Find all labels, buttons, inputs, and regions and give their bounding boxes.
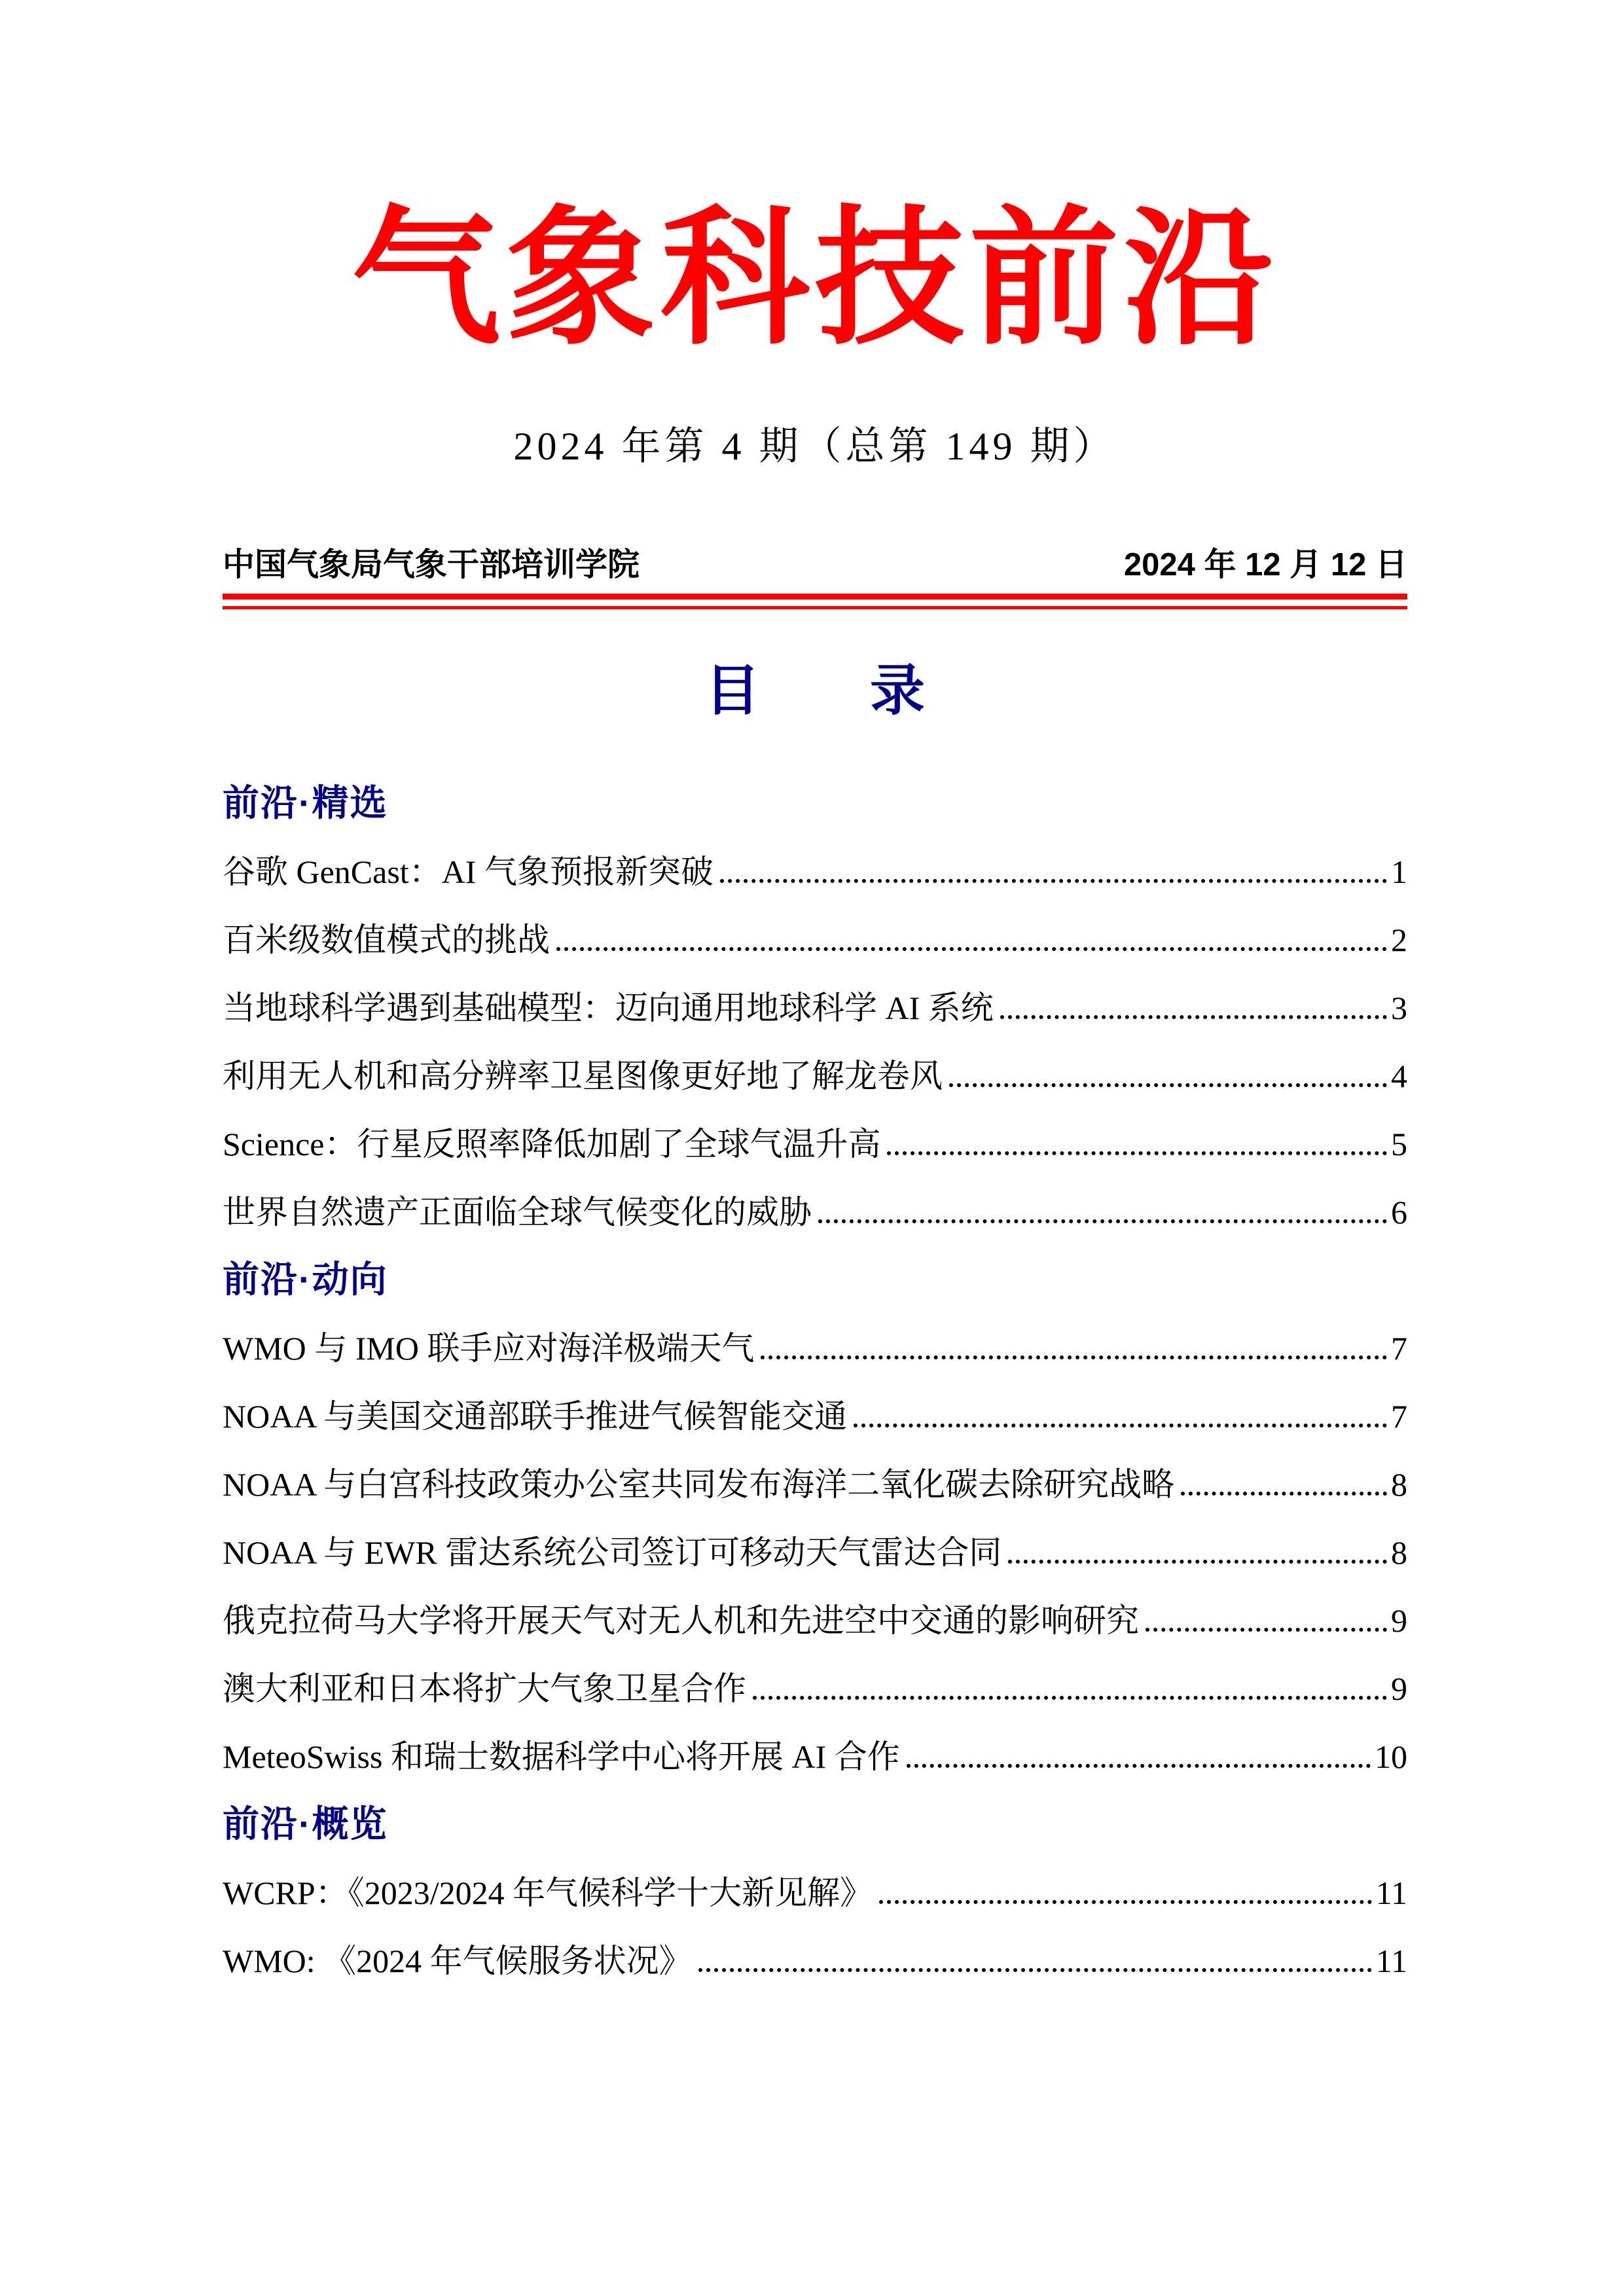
dot-leader: [1000, 1015, 1387, 1019]
dot-leader: [556, 947, 1387, 951]
toc-item-page: 11: [1375, 1874, 1407, 1911]
toc-item[interactable]: [223, 1515, 1407, 1583]
toc-item[interactable]: [223, 1379, 1407, 1447]
dot-leader: [854, 1424, 1387, 1427]
toc-item[interactable]: [223, 1311, 1407, 1379]
toc-item[interactable]: [223, 1447, 1407, 1515]
issue-line: 2024 年第 4 期（总第 149 期）: [513, 425, 1117, 468]
toc-item-page: 8: [1391, 1534, 1407, 1571]
toc-item-title: 俄克拉荷马大学将开展天气对无人机和先进空中交通的影响研究: [223, 1602, 1139, 1639]
section-heading: 前沿·概览: [223, 1803, 388, 1844]
toc-item-page: 3: [1391, 990, 1407, 1026]
toc-item-page: 7: [1391, 1398, 1407, 1435]
journal-title: 气象科技前沿: [352, 198, 1278, 363]
double-red-rule: [223, 594, 1407, 609]
dot-leader: [698, 1968, 1372, 1972]
toc-item-page: 2: [1391, 922, 1407, 958]
dot-leader: [879, 1900, 1372, 1904]
dot-leader: [1008, 1560, 1387, 1564]
toc-item-page: 9: [1391, 1602, 1407, 1639]
toc-body: [223, 766, 1407, 1992]
dot-leader: [818, 1219, 1387, 1223]
publisher: 中国气象局气象干部培训学院: [223, 547, 640, 583]
toc-item[interactable]: [223, 903, 1407, 971]
toc-item[interactable]: [223, 1107, 1407, 1175]
toc-item-page: 9: [1391, 1670, 1407, 1707]
toc-item-page: 1: [1391, 853, 1407, 890]
toc-item-title: WMO: 《2024 年气候服务状况》: [223, 1943, 692, 1979]
toc-item-title: 谷歌 GenCast：AI 气象预报新突破: [223, 853, 713, 890]
dot-leader: [720, 879, 1387, 883]
toc-item-title: MeteoSwiss 和瑞士数据科学中心将开展 AI 合作: [223, 1738, 900, 1775]
toc-item-title: 百米级数值模式的挑战: [223, 922, 550, 958]
toc-item-page: 4: [1391, 1058, 1407, 1094]
toc-item[interactable]: [223, 1719, 1407, 1787]
toc-item[interactable]: [223, 971, 1407, 1039]
dot-leader: [907, 1764, 1371, 1768]
toc-item-title: NOAA 与白宫科技政策办公室共同发布海洋二氧化碳去除研究战略: [223, 1466, 1175, 1503]
toc-item-title: 利用无人机和高分辨率卫星图像更好地了解龙卷风: [223, 1058, 943, 1094]
toc-item-title: 当地球科学遇到基础模型：迈向通用地球科学 AI 系统: [223, 990, 994, 1026]
toc-item-page: 5: [1391, 1126, 1407, 1162]
toc-item[interactable]: [223, 1039, 1407, 1107]
dot-leader: [753, 1696, 1387, 1700]
toc-item-page: 10: [1375, 1738, 1407, 1775]
toc-item[interactable]: [223, 1856, 1407, 1924]
publisher-row: [223, 545, 1407, 584]
toc-heading: 目 录: [704, 661, 925, 722]
toc-item[interactable]: [223, 834, 1407, 903]
toc-item-title: Science：行星反照率降低加剧了全球气温升高: [223, 1126, 881, 1162]
toc-item-title: NOAA 与 EWR 雷达系统公司签订可移动天气雷达合同: [223, 1534, 1002, 1571]
toc-item-title: WCRP：《2023/2024 年气候科学十大新见解》: [223, 1874, 873, 1911]
toc-item-title: WMO 与 IMO 联手应对海洋极端天气: [223, 1330, 755, 1367]
section-heading: 前沿·精选: [223, 782, 388, 823]
toc-item-title: 澳大利亚和日本将扩大气象卫星合作: [223, 1670, 746, 1707]
section-heading: 前沿·动向: [223, 1259, 388, 1300]
toc-item-page: 11: [1375, 1943, 1407, 1979]
dot-leader: [1181, 1492, 1387, 1496]
dot-leader: [1146, 1628, 1387, 1632]
toc-item-title: NOAA 与美国交通部联手推进气候智能交通: [223, 1398, 848, 1435]
publish-date: 2024 年 12 月 12 日: [1123, 547, 1407, 583]
toc-item[interactable]: [223, 1651, 1407, 1719]
dot-leader: [887, 1151, 1387, 1155]
toc-item-title: 世界自然遗产正面临全球气候变化的威胁: [223, 1194, 812, 1230]
toc-item-page: 7: [1391, 1330, 1407, 1367]
toc-item[interactable]: [223, 1583, 1407, 1651]
toc-item[interactable]: [223, 1924, 1407, 1992]
toc-item-page: 8: [1391, 1466, 1407, 1503]
toc-item-page: 6: [1391, 1194, 1407, 1230]
dot-leader: [949, 1083, 1387, 1087]
toc-item[interactable]: [223, 1175, 1407, 1243]
dot-leader: [761, 1355, 1387, 1359]
